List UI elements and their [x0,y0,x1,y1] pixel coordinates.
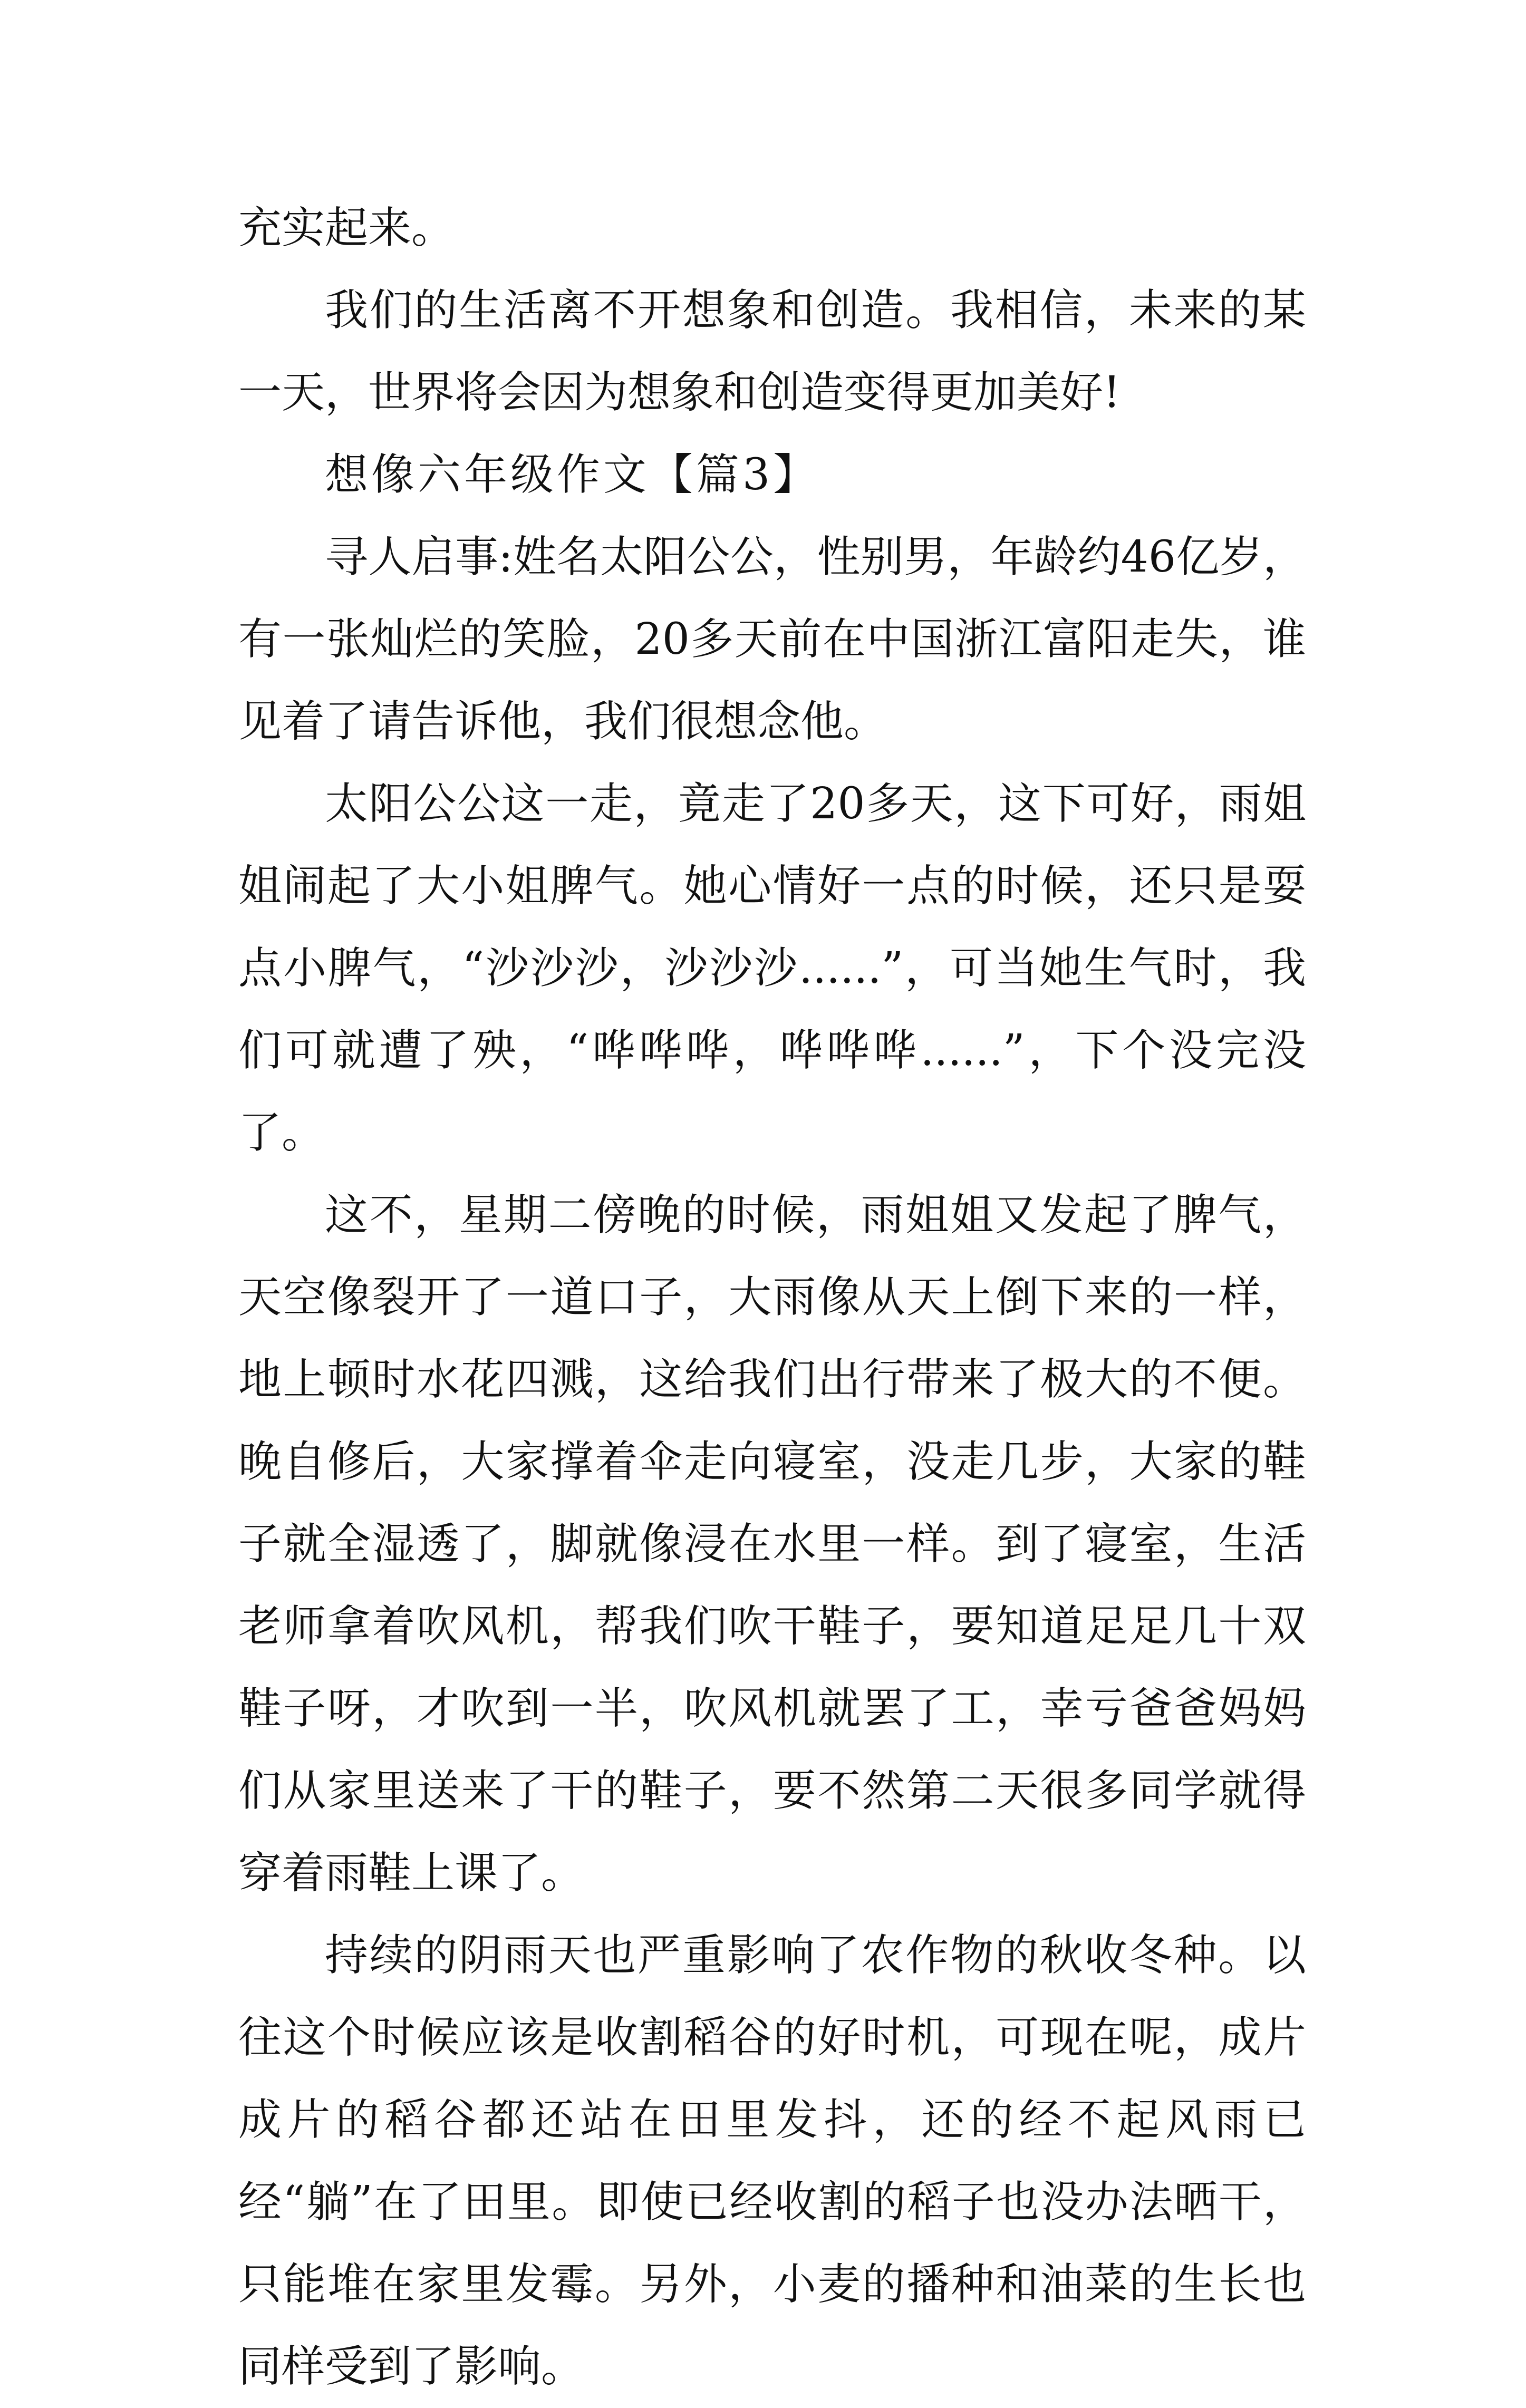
paragraph-missing-notice: 寻人启事:姓名太阳公公，性别男，年龄约46亿岁，有一张灿烂的笑脸，20多天前在中国浙江富阳走失，谁见着了请告诉他，我们很想念他。 [238,532,1306,747]
paragraph-rain-sister: 太阳公公这一走，竟走了20多天，这下可好，雨姐姐闹起了大小姐脾气。她心情好一点的时候，还只是耍点小脾气，“沙沙沙，沙沙沙......”，可当她生气时，我们可就遭了殃，“哗哗哗，哗哗哗......”，下个没完没了。 [238,779,1306,1158]
paragraph-crops: 持续的阴雨天也严重影响了农作物的秋收冬种。以往这个时候应该是收割稻谷的好时机，可现在呢，成片成片的稻谷都还站在田里发抖，还的经不起风雨已经“躺”在了田里。即使已经收割的稻子也没办法晒干，只能堆在家里发霉。另外，小麦的播种和油菜的生长也同样受到了影响。 [238,1930,1306,2392]
document-page [238,187,1306,2408]
paragraph-tuesday-evening: 这不，星期二傍晚的时候，雨姐姐又发起了脾气，天空像裂开了一道口子，大雨像从天上倒下来的一样，地上顿时水花四溅，这给我们出行带来了极大的不便。晚自修后，大家撑着伞走向寝室，没走几步，大家的鞋子就全湿透了，脚就像浸在水里一样。到了寝室，生活老师拿着吹风机，帮我们吹干鞋子，要知道足足几十双鞋子呀，才吹到一半，吹风机就罢了工，幸亏爸爸妈妈们从家里送来了干的鞋子，要不然第二天很多同学就得穿着雨鞋上课了。 [238,1190,1306,1898]
section-heading: 想像六年级作文【篇3】 [325,450,820,500]
paragraph-conclusion: 我们的生活离不开想象和创造。我相信，未来的某一天，世界将会因为想象和创造变得更加美好! [238,285,1306,418]
paragraph-continuation: 充实起来。 [238,203,455,253]
